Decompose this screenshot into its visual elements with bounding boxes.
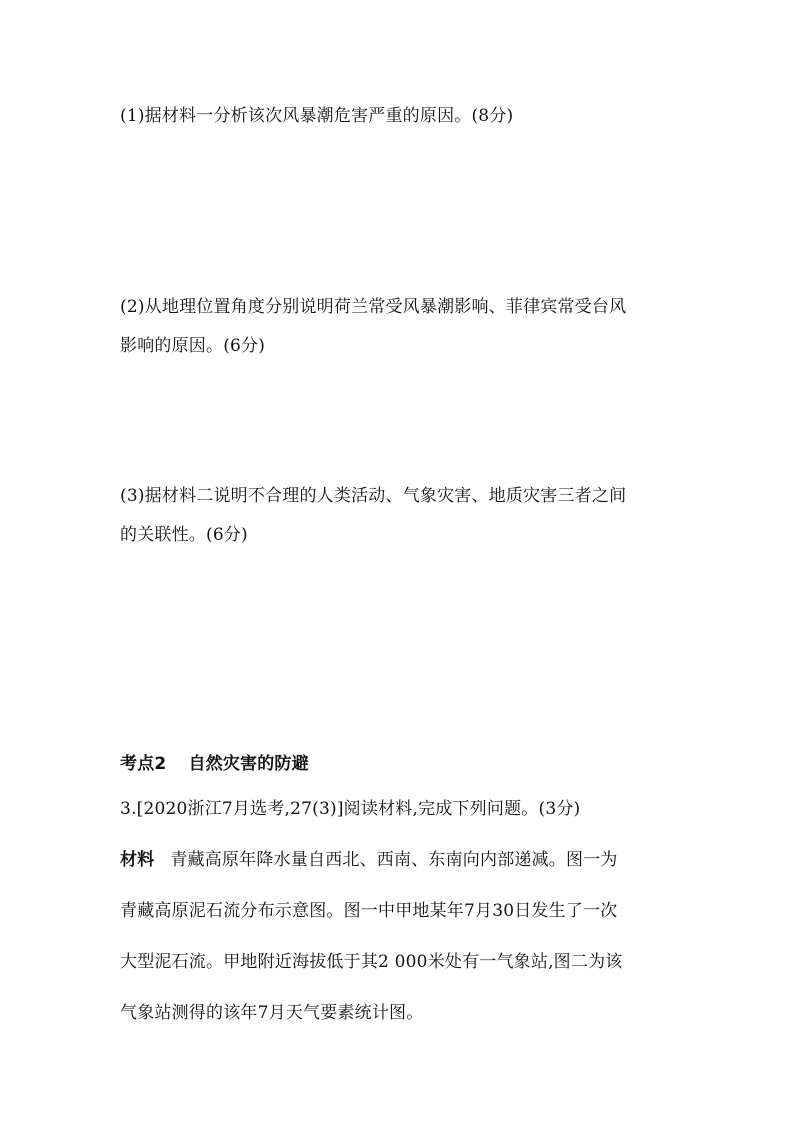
material-text-1: 青藏高原年降水量自西北、西南、东南向内部递减。图一为 [170,850,618,870]
question-2-line-2: 影响的原因。(6分) [120,336,266,356]
material-line-3: 大型泥石流。甲地附近海拔低于其2 000米处有一气象站,图二为该 [120,952,623,972]
section-label: 考点2 [120,754,167,774]
material-line-4: 气象站测得的该年7月天气要素统计图。 [120,1003,424,1023]
question-3-line-2: 的关联性。(6分) [120,525,248,545]
material-line-1 [120,848,618,872]
section-heading [120,752,309,776]
material-line-2: 青藏高原泥石流分布示意图。图一中甲地某年7月30日发生了一次 [120,901,618,921]
material-label: 材料 [120,850,155,870]
question-2-line-1: (2)从地理位置角度分别说明荷兰常受风暴潮影响、菲律宾常受台风 [120,297,627,317]
section-title: 自然灾害的防避 [188,754,309,774]
question-1-line-1: (1)据材料一分析该次风暴潮危害严重的原因。(8分) [120,106,514,126]
question-3-line-1: (3)据材料二说明不合理的人类活动、气象灾害、地质灾害三者之间 [120,486,627,506]
question-3-header: 3.[2020浙江7月选考,27(3)]阅读材料,完成下列问题。(3分) [120,799,581,819]
